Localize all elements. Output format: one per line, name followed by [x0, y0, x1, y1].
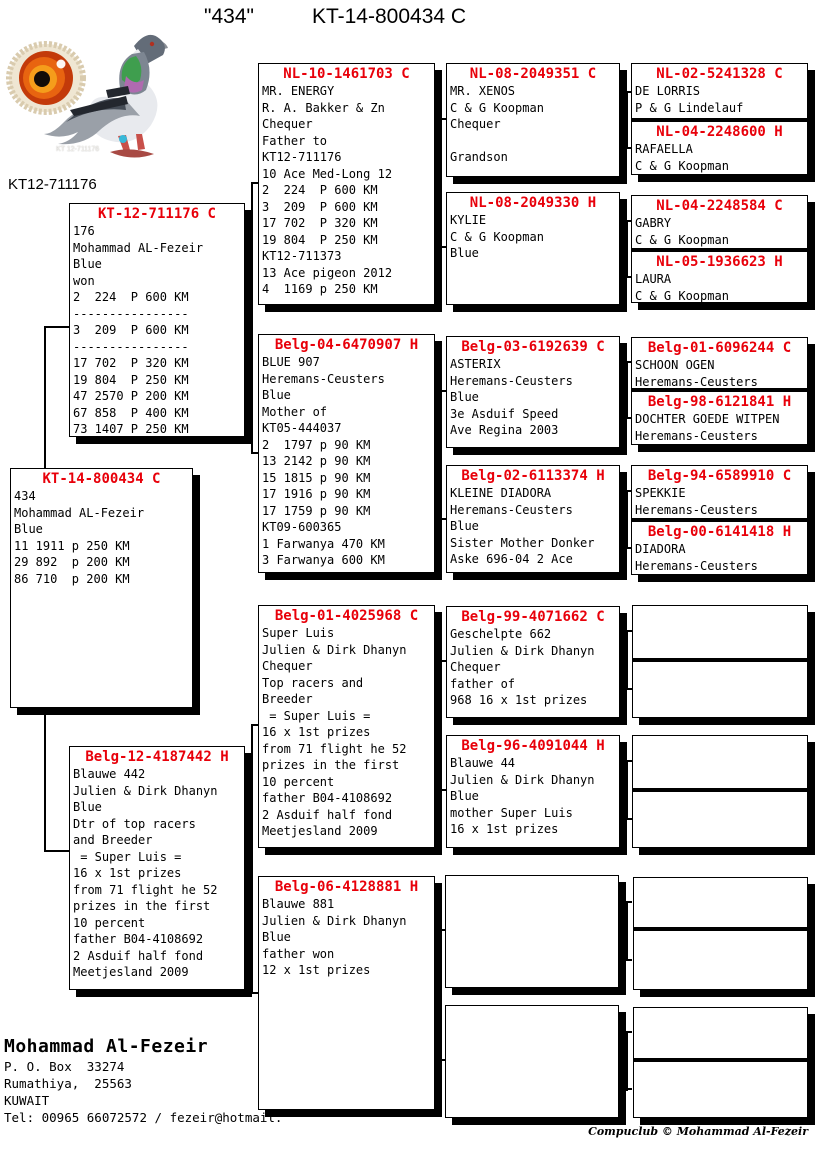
- pedigree-text-line: Heremans-Ceusters: [635, 558, 758, 573]
- pedigree-text-line: LAURA: [635, 272, 672, 286]
- pedigree-text-line: RAFAELLA: [635, 142, 693, 156]
- pedigree-connector-line: [626, 761, 628, 820]
- pigeon-photo: [6, 6, 178, 168]
- pedigree-text-line: 1 Farwanya 470 KM: [262, 536, 385, 551]
- ring-number-title: NL-10-1461703 C: [283, 66, 410, 82]
- pedigree-text-line: Blue: [262, 930, 291, 944]
- ring-number-title: Belg-04-6470907 H: [274, 337, 419, 353]
- pedigree-box-subject: [10, 468, 193, 708]
- pedigree-text-line: = Super Luis =: [73, 849, 182, 864]
- pedigree-text-line: 434: [14, 489, 36, 503]
- pedigree-connector-line: [440, 119, 442, 249]
- pedigree-text-line: won: [73, 273, 95, 288]
- pedigree-text-line: KT05-444037: [262, 421, 342, 435]
- pedigree-text-line: from 71 flight he 52: [262, 741, 407, 756]
- pedigree-box-p4b: [631, 522, 808, 575]
- pedigree-box-p2a: [631, 195, 808, 252]
- pedigree-box-empty: [632, 605, 808, 662]
- breeder-name: Mohammad Al-Fezeir: [4, 1036, 209, 1057]
- pedigree-text-line: ----------------: [73, 339, 189, 354]
- pedigree-connector-line: [626, 631, 628, 690]
- pigeon-illustration: [6, 6, 178, 168]
- ring-number-title: Belg-02-6113374 H: [461, 468, 605, 484]
- pedigree-text-line: GABRY: [635, 216, 672, 230]
- pedigree-text-line: 3 209 P 600 KM: [262, 199, 378, 214]
- pedigree-text-line: 176: [73, 224, 95, 238]
- pedigree-box-g_nl10: [258, 63, 435, 305]
- pedigree-text-line: Heremans-Ceusters: [635, 502, 758, 517]
- pedigree-text-line: 15 1815 p 90 KM: [262, 470, 371, 485]
- pedigree-text-line: 19 804 P 250 KM: [73, 372, 189, 387]
- pedigree-connector-line: [440, 661, 442, 791]
- ring-number-title: KT-12-711176 C: [97, 206, 216, 222]
- pedigree-text-line: Super Luis: [262, 626, 335, 640]
- pedigree-text-line: P & G Lindelauf: [635, 100, 744, 115]
- pedigree-connector-line: [626, 901, 632, 903]
- pedigree-text-line: DOCHTER GOEDE WITPEN: [635, 412, 780, 426]
- pedigree-box-g_b06: [258, 876, 435, 1110]
- pedigree-text-line: Top racers and: [262, 675, 364, 690]
- pedigree-connector-line: [626, 902, 628, 961]
- contact-address-line: Rumathiya, 25563: [4, 1076, 132, 1091]
- ring-number-title: NL-04-2248584 C: [656, 198, 783, 214]
- pedigree-text-line: and Breeder: [73, 833, 153, 847]
- pedigree-connector-line: [251, 992, 258, 994]
- ring-number-title: Belg-03-6192639 C: [461, 339, 605, 355]
- pedigree-connector-line: [251, 182, 258, 184]
- pedigree-text-line: 3e Asduif Speed: [450, 406, 559, 421]
- pedigree-text-line: Chequer: [262, 659, 313, 673]
- pedigree-text-line: Blue: [450, 246, 479, 260]
- pedigree-box-empty: [633, 1062, 808, 1118]
- pedigree-text-line: 47 2570 P 200 KM: [73, 389, 189, 403]
- ring-number-title: Belg-98-6121841 H: [647, 394, 792, 410]
- pedigree-connector-line: [626, 1032, 628, 1091]
- pedigree-connector-line: [440, 391, 442, 520]
- pedigree-text-line: father B04-4108692: [73, 932, 204, 946]
- pedigree-box-empty: [632, 792, 808, 848]
- pedigree-text-line: 17 702 P 320 KM: [73, 356, 189, 370]
- contact-address-line: P. O. Box 33274: [4, 1059, 125, 1074]
- pedigree-box-gg_b03: [446, 336, 620, 448]
- pedigree-text-line: Meetjesland 2009: [262, 824, 378, 838]
- pedigree-box-p2b: [631, 252, 808, 303]
- pedigree-text-line: father of: [450, 676, 516, 691]
- ring-number-title: NL-08-2049330 H: [469, 195, 597, 211]
- pedigree-text-line: 3 Farwanya 600 KM: [262, 553, 385, 567]
- pedigree-box-p1b: [631, 122, 808, 175]
- pedigree-text-line: Mohammad AL-Fezeir: [14, 505, 145, 520]
- pedigree-connector-line: [626, 92, 628, 149]
- pedigree-text-line: 73 1407 P 250 KM: [73, 422, 189, 436]
- photo-caption: KT12-711176: [8, 176, 97, 193]
- pedigree-text-line: SCHOON OGEN: [635, 358, 715, 372]
- pedigree-text-line: ASTERIX: [450, 357, 501, 371]
- pedigree-text-line: 10 Ace Med-Long 12: [262, 166, 393, 181]
- ring-number-title: Belg-01-6096244 C: [647, 340, 792, 356]
- pedigree-box-empty: [445, 1005, 619, 1118]
- pedigree-box-g_b04: [258, 334, 435, 573]
- pedigree-text-line: prizes in the first: [262, 758, 400, 772]
- pedigree-connector-line: [44, 326, 69, 328]
- contact-address-line: KUWAIT: [4, 1093, 50, 1108]
- pedigree-text-line: MR. ENERGY: [262, 84, 335, 98]
- page-title: [204, 5, 466, 29]
- pedigree-text-line: KYLIE: [450, 213, 487, 227]
- pedigree-text-line: Blauwe 442: [73, 767, 146, 781]
- pedigree-text-line: mother Super Luis: [450, 805, 573, 820]
- pedigree-text-line: Ave Regina 2003: [450, 423, 559, 437]
- pedigree-connector-line: [626, 1088, 632, 1090]
- pedigree-connector-line: [626, 221, 628, 278]
- pedigree-text-line: prizes in the first: [73, 899, 211, 913]
- pedigree-connector-line: [251, 452, 258, 454]
- pedigree-text-line: father B04-4108692: [262, 791, 393, 805]
- pedigree-box-empty: [633, 931, 808, 990]
- pedigree-text-line: 968 16 x 1st prizes: [450, 693, 588, 707]
- pedigree-text-line: Blue: [14, 522, 43, 536]
- subject-ring-short: "434": [204, 5, 254, 28]
- ring-number-title: Belg-99-4071662 C: [461, 609, 605, 625]
- pedigree-text-line: Grandson: [450, 150, 508, 164]
- pedigree-text-line: Meetjesland 2009: [73, 965, 189, 979]
- pedigree-text-line: Aske 696-04 2 Ace: [450, 552, 573, 566]
- pedigree-connector-line: [251, 724, 258, 726]
- pedigree-text-line: 10 percent: [73, 915, 146, 930]
- pedigree-box-g_b01: [258, 605, 435, 848]
- pedigree-text-line: 17 1759 p 90 KM: [262, 503, 371, 518]
- subject-ring-full: KT-14-800434 C: [311, 5, 467, 28]
- pedigree-box-gg_nl08h: [446, 192, 620, 305]
- pedigree-text-line: from 71 flight he 52: [73, 882, 218, 897]
- pedigree-text-line: 4 1169 p 250 KM: [262, 282, 378, 296]
- pedigree-text-line: 2 1797 p 90 KM: [262, 437, 371, 452]
- ring-number-title: KT-14-800434 C: [42, 471, 161, 487]
- pedigree-text-line: Blue: [73, 257, 102, 271]
- pedigree-text-line: Julien & Dirk Dhanyn: [450, 643, 595, 658]
- ring-number-title: Belg-06-4128881 H: [274, 879, 419, 895]
- pedigree-text-line: 13 Ace pigeon 2012: [262, 265, 393, 280]
- pedigree-text-line: Heremans-Ceusters: [450, 373, 573, 388]
- pedigree-text-line: Mohammad AL-Fezeir: [73, 240, 204, 255]
- ring-number-title: NL-04-2248600 H: [656, 124, 783, 140]
- pedigree-text-line: C & G Koopman: [450, 229, 544, 244]
- pedigree-text-line: KLEINE DIADORA: [450, 486, 552, 500]
- pedigree-box-empty: [445, 875, 619, 988]
- pedigree-text-line: [447, 133, 619, 150]
- pedigree-box-gg_b02: [446, 465, 620, 573]
- pedigree-text-line: C & G Koopman: [635, 288, 729, 303]
- pedigree-text-line: 2 Asduif half fond: [73, 948, 204, 963]
- pedigree-text-line: 86 710 p 200 KM: [14, 571, 130, 586]
- pedigree-text-line: ----------------: [73, 306, 189, 321]
- pedigree-text-line: R. A. Bakker & Zn: [262, 100, 385, 115]
- pedigree-text-line: C & G Koopman: [635, 158, 729, 173]
- pedigree-text-line: C & G Koopman: [450, 100, 544, 115]
- pedigree-text-line: Julien & Dirk Dhanyn: [73, 783, 218, 798]
- pedigree-text-line: KT12-711373: [262, 249, 342, 263]
- pedigree-connector-line: [44, 850, 69, 852]
- pedigree-text-line: 29 892 p 200 KM: [14, 555, 130, 569]
- pedigree-text-line: Julien & Dirk Dhanyn: [262, 642, 407, 657]
- pedigree-text-line: Chequer: [450, 117, 501, 131]
- pedigree-text-line: Mother of: [262, 404, 328, 419]
- pedigree-text-line: 10 percent: [262, 774, 335, 789]
- pedigree-connector-line: [440, 930, 442, 1061]
- pedigree-text-line: DIADORA: [635, 542, 686, 556]
- pedigree-box-gg_nl08c: [446, 63, 620, 177]
- pedigree-box-sire: [69, 203, 245, 437]
- pedigree-connector-line: [626, 1031, 632, 1033]
- pedigree-text-line: Blue: [73, 800, 102, 814]
- pedigree-box-empty: [633, 877, 808, 931]
- pedigree-text-line: Geschelpte 662: [450, 627, 552, 641]
- pedigree-text-line: Julien & Dirk Dhanyn: [450, 772, 595, 787]
- ring-number-title: NL-08-2049351 C: [469, 66, 597, 82]
- ring-number-title: NL-05-1936623 H: [656, 254, 783, 270]
- pedigree-text-line: 13 2142 p 90 KM: [262, 454, 371, 468]
- pedigree-connector-line: [626, 491, 628, 549]
- pedigree-text-line: SPEKKIE: [635, 486, 686, 500]
- pedigree-text-line: Blue: [450, 789, 479, 803]
- ring-number-title: Belg-01-4025968 C: [274, 608, 419, 624]
- pedigree-text-line: 16 x 1st prizes: [262, 725, 371, 739]
- pedigree-text-line: 2 Asduif half fond: [262, 807, 393, 822]
- ring-number-title: Belg-00-6141418 H: [647, 524, 792, 540]
- pedigree-text-line: MR. XENOS: [450, 84, 516, 98]
- pedigree-box-empty: [633, 1007, 808, 1062]
- pedigree-text-line: Father to: [262, 133, 328, 148]
- pedigree-text-line: BLUE 907: [262, 355, 320, 369]
- pedigree-text-line: 3 209 P 600 KM: [73, 323, 189, 337]
- pedigree-box-p4a: [631, 465, 808, 522]
- ring-number-title: Belg-96-4091044 H: [461, 738, 605, 754]
- pedigree-box-dam: [69, 746, 245, 990]
- pedigree-text-line: Blauwe 881: [262, 897, 335, 911]
- ring-number-title: Belg-12-4187442 H: [85, 749, 229, 765]
- pedigree-text-line: 17 1916 p 90 KM: [262, 487, 371, 501]
- pedigree-text-line: Breeder: [262, 692, 313, 706]
- pedigree-text-line: father won: [262, 946, 335, 961]
- pedigree-text-line: 67 858 P 400 KM: [73, 405, 189, 420]
- pedigree-text-line: Blue: [450, 390, 479, 404]
- pedigree-text-line: Heremans-Ceusters: [635, 428, 758, 443]
- pedigree-box-gg_b96: [446, 735, 620, 848]
- pedigree-text-line: Blue: [262, 388, 291, 402]
- ring-number-title: NL-02-5241328 C: [656, 66, 783, 82]
- pedigree-connector-line: [626, 959, 632, 961]
- pedigree-text-line: KT09-600365: [262, 520, 342, 534]
- pedigree-text-line: Heremans-Ceusters: [262, 371, 385, 386]
- pedigree-text-line: 2 224 P 600 KM: [262, 183, 378, 197]
- pedigree-text-line: 2 224 P 600 KM: [73, 290, 189, 304]
- pedigree-connector-line: [251, 725, 253, 994]
- pedigree-text-line: Chequer: [262, 117, 313, 131]
- software-credit: Compuclub © Mohammad Al-Fezeir: [588, 1125, 808, 1138]
- pedigree-box-empty: [632, 735, 808, 792]
- pedigree-text-line: = Super Luis =: [262, 708, 371, 723]
- contact-phone-line: Tel: 00965 66072572 / fezeir@hotmail.: [4, 1110, 283, 1125]
- pedigree-text-line: Blue: [450, 519, 479, 533]
- pedigree-text-line: Blauwe 44: [450, 756, 516, 770]
- pedigree-text-line: 16 x 1st prizes: [450, 822, 559, 836]
- pedigree-box-p3a: [631, 337, 808, 392]
- pedigree-text-line: Julien & Dirk Dhanyn: [262, 913, 407, 928]
- pedigree-text-line: C & G Koopman: [635, 232, 729, 247]
- pedigree-text-line: Dtr of top racers: [73, 816, 196, 831]
- photo-watermark: KT 12-711176: [56, 146, 100, 153]
- pedigree-text-line: 19 804 P 250 KM: [262, 232, 378, 247]
- pedigree-text-line: 17 702 P 320 KM: [262, 216, 378, 230]
- pedigree-text-line: Heremans-Ceusters: [450, 502, 573, 517]
- pedigree-text-line: 12 x 1st prizes: [262, 963, 371, 977]
- breeder-contact: [4, 1036, 282, 1126]
- pedigree-text-line: Chequer: [450, 660, 501, 674]
- pedigree-box-gg_b99: [446, 606, 620, 718]
- pedigree-text-line: Sister Mother Donker: [450, 535, 595, 550]
- pedigree-connector-line: [626, 362, 628, 419]
- ring-number-title: Belg-94-6589910 C: [647, 468, 792, 484]
- pedigree-box-p3b: [631, 392, 808, 445]
- pedigree-text-line: 16 x 1st prizes: [73, 866, 182, 880]
- pedigree-connector-line: [251, 183, 253, 454]
- pedigree-box-p1a: [631, 63, 808, 122]
- pedigree-box-empty: [632, 662, 808, 718]
- pedigree-text-line: DE LORRIS: [635, 84, 701, 98]
- pedigree-text-line: Heremans-Ceusters: [635, 374, 758, 389]
- pedigree-text-line: KT12-711176: [262, 150, 342, 164]
- pedigree-text-line: 11 1911 p 250 KM: [14, 538, 130, 553]
